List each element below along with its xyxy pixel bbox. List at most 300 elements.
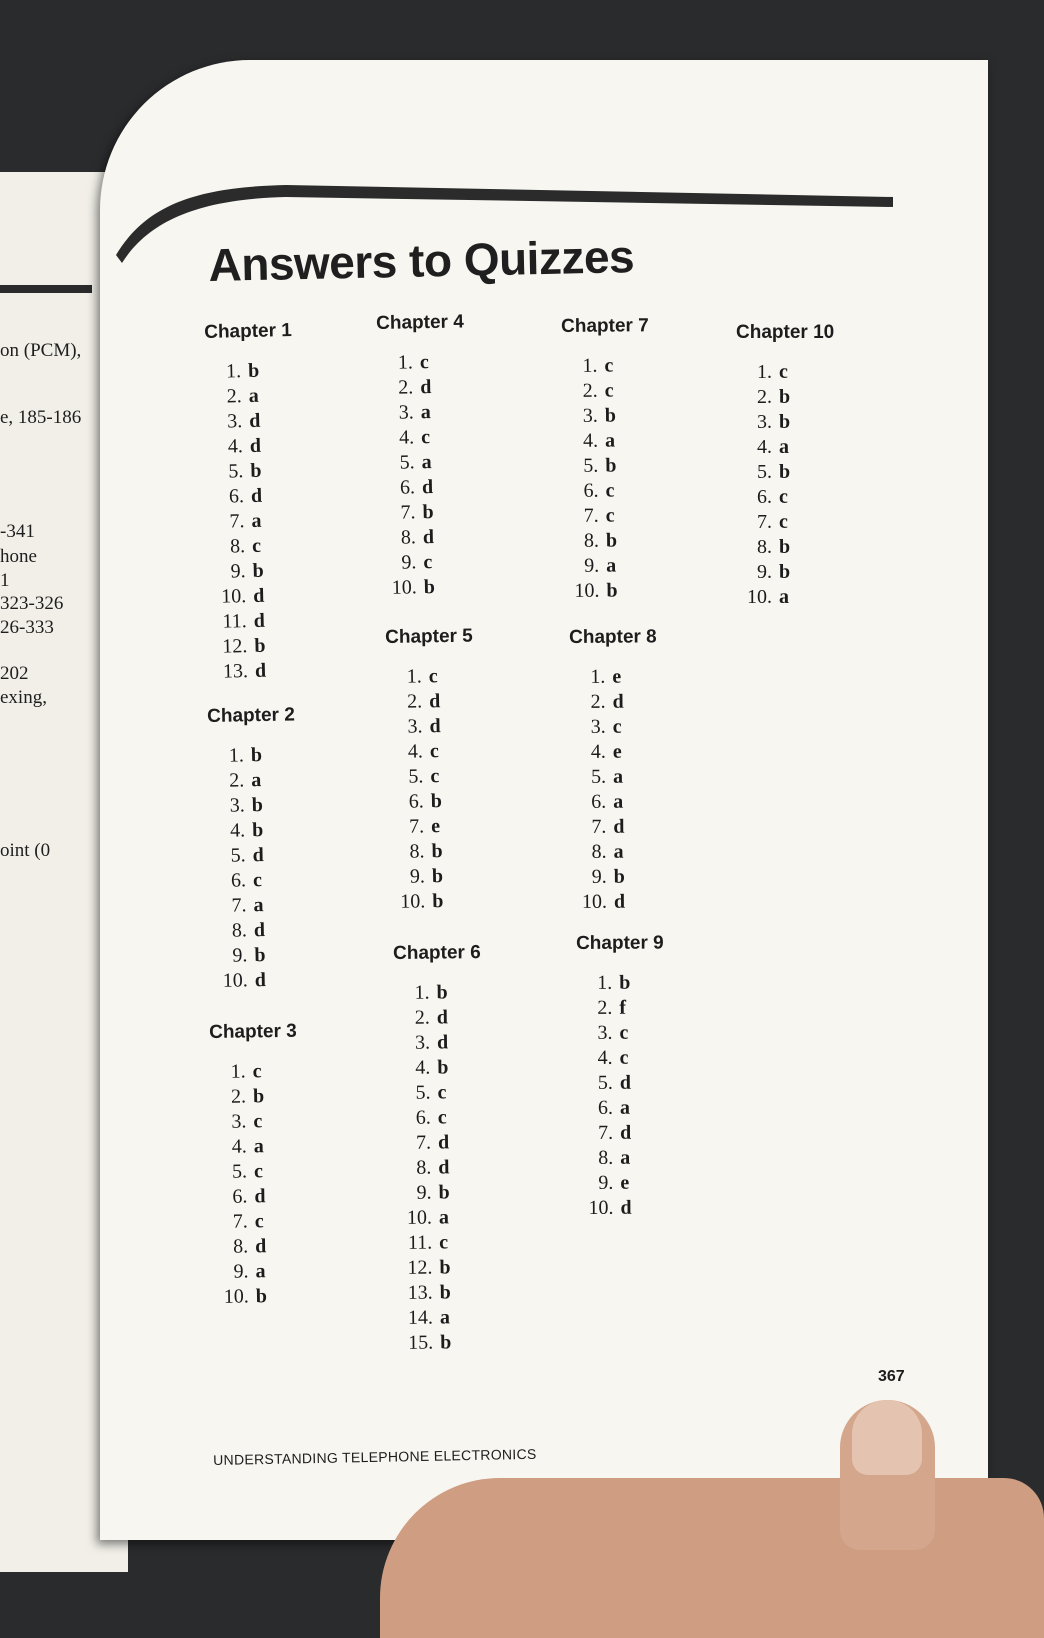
answer-item [740, 385, 834, 410]
answer-item [400, 1230, 484, 1256]
answer-letter: d [436, 1006, 449, 1029]
answer-letter: c [779, 361, 788, 383]
answer-item [574, 764, 658, 790]
answer-number: 1. [406, 665, 422, 688]
chapter-heading: Chapter 10 [736, 322, 835, 343]
answer-letter: d [249, 434, 262, 457]
answer-number: 4. [415, 1056, 431, 1079]
answer-letter: b [779, 561, 791, 583]
answer-letter: d [619, 1071, 631, 1094]
answer-number: 3. [229, 794, 245, 817]
answer-item [215, 917, 299, 943]
answer-letter: b [247, 359, 260, 383]
answer-item [214, 1109, 298, 1135]
answer-number: 6. [232, 1185, 248, 1208]
answer-item [384, 549, 468, 575]
answer-letter: f [619, 996, 627, 1019]
answer-list [208, 742, 300, 993]
answer-item [566, 478, 650, 504]
answer-letter: a [251, 769, 262, 792]
answer-letter: b [250, 459, 262, 482]
answer-number: 5. [583, 454, 599, 477]
answer-item [567, 578, 651, 604]
answer-letter: d [613, 890, 626, 913]
answer-number: 5. [757, 461, 772, 483]
answer-number: 7. [232, 1210, 248, 1233]
answer-item [740, 535, 834, 560]
answer-number: 1. [230, 1060, 246, 1083]
answer-item [209, 383, 293, 410]
answer-number: 3. [757, 411, 772, 433]
answer-number: 6. [230, 869, 247, 892]
answer-letter: d [253, 919, 266, 942]
answer-letter: a [439, 1306, 451, 1329]
answer-letter: b [438, 1181, 450, 1204]
answer-letter: a [421, 451, 432, 474]
answer-item [397, 980, 481, 1006]
answer-number: 10. [391, 576, 417, 599]
answer-item [382, 399, 466, 425]
answer-number: 5. [231, 1160, 248, 1183]
answer-item [574, 789, 658, 815]
answer-item [383, 499, 467, 525]
answer-number: 7. [408, 815, 425, 838]
answer-item [214, 892, 298, 918]
answer-letter: b [250, 744, 263, 767]
answer-number: 11. [222, 610, 248, 633]
chapter-4-answers [376, 311, 469, 600]
chapter-7-answers [561, 315, 651, 604]
answer-letter: d [619, 1121, 632, 1144]
answer-item [216, 1234, 300, 1260]
answer-item [212, 767, 296, 793]
answer-number: 1. [590, 665, 606, 688]
chapter-heading: Chapter 4 [376, 311, 464, 334]
answer-number: 4. [757, 436, 772, 458]
answer-number: 2. [407, 690, 423, 713]
answer-item [217, 1284, 301, 1310]
answer-item [740, 460, 834, 485]
chapter-6-answers [393, 942, 485, 1356]
answer-number: 6. [597, 1096, 613, 1119]
answer-letter: d [254, 659, 267, 682]
answer-letter: b [251, 819, 264, 842]
answer-number: 12. [407, 1256, 433, 1279]
answer-letter: a [779, 586, 789, 608]
left-page-line: hone [0, 546, 37, 567]
answer-number: 3. [597, 1021, 613, 1044]
answer-item [216, 1209, 300, 1235]
answer-letter: b [779, 386, 791, 408]
answer-number: 3. [414, 1031, 431, 1054]
answer-item [212, 483, 296, 510]
answer-number: 4. [398, 426, 415, 449]
answer-item [573, 689, 657, 715]
answer-letter: a [438, 1206, 449, 1229]
answer-letter: d [429, 715, 441, 738]
answer-number: 2. [229, 769, 245, 792]
answer-letter: b [431, 840, 443, 863]
answer-number: 8. [400, 526, 417, 549]
answer-item [214, 1059, 298, 1085]
answer-number: 4. [227, 435, 244, 458]
answer-letter: b [606, 579, 618, 602]
answer-number: 5. [399, 451, 415, 474]
answer-list [561, 353, 651, 604]
answer-item [401, 1305, 485, 1331]
answer-number: 9. [409, 865, 426, 888]
left-page-line: 323-326 [0, 593, 64, 614]
answer-number: 14. [407, 1306, 434, 1329]
answer-item [575, 864, 659, 890]
answer-letter: b [439, 1256, 451, 1279]
answer-letter: c [252, 869, 263, 892]
answer-number: 5. [415, 1081, 431, 1104]
answer-list [205, 358, 300, 685]
answer-letter: c [604, 354, 614, 377]
chapter-heading: Chapter 6 [393, 942, 481, 964]
answer-number: 9. [591, 865, 607, 888]
answer-number: 5. [408, 765, 424, 788]
answer-number: 6. [591, 790, 607, 813]
answer-number: 9. [757, 561, 772, 583]
answer-letter: d [438, 1156, 450, 1179]
answer-item [581, 1146, 665, 1171]
answer-item [211, 458, 295, 485]
answer-item [398, 1055, 482, 1081]
answer-letter: c [430, 765, 440, 788]
answer-letter: c [420, 426, 431, 449]
answer-list [377, 349, 469, 600]
answer-letter: a [620, 1146, 631, 1169]
answer-item [213, 558, 297, 585]
answer-letter: e [612, 665, 622, 688]
answer-item [215, 633, 299, 660]
answer-number: 10. [747, 586, 772, 608]
answer-item [401, 1330, 485, 1356]
answer-number: 8. [598, 1146, 614, 1169]
answer-item [209, 358, 293, 385]
answer-item [400, 1205, 484, 1231]
answer-number: 3. [590, 715, 606, 738]
answer-item [211, 433, 295, 460]
page-title: Answers to Quizzes [208, 230, 635, 291]
answer-number: 10. [222, 969, 248, 992]
answer-letter: b [252, 1085, 265, 1108]
answer-number: 2. [414, 1006, 430, 1029]
chapter-3-answers [209, 1021, 301, 1310]
answer-letter: d [252, 844, 264, 867]
chapter-heading: Chapter 5 [385, 625, 473, 648]
answer-number: 1. [582, 354, 598, 377]
answer-letter: c [253, 1160, 264, 1183]
answer-number: 7. [597, 1121, 614, 1144]
answer-letter: b [432, 890, 444, 913]
chapter-1-answers [204, 320, 300, 685]
answer-item [215, 1184, 299, 1210]
left-page-line: -341 [0, 521, 35, 542]
answer-number: 8. [757, 536, 772, 558]
answer-number: 2. [757, 386, 772, 408]
answer-letter: b [431, 865, 444, 888]
answer-letter: a [612, 765, 624, 788]
answer-letter: d [254, 1185, 266, 1208]
thumbnail [852, 1400, 922, 1475]
answer-number: 10. [223, 1285, 249, 1308]
answer-number: 3. [231, 1110, 247, 1133]
answer-list [569, 664, 658, 915]
left-page-line: on (PCM), [0, 340, 82, 361]
answer-item [212, 742, 296, 768]
answer-number: 5. [230, 844, 246, 867]
answer-item [398, 1030, 482, 1056]
answer-letter: a [253, 1135, 264, 1158]
answer-item [401, 1280, 485, 1306]
answer-item [574, 714, 658, 740]
answer-number: 4. [582, 429, 599, 452]
answer-letter: b [430, 790, 443, 813]
answer-item [566, 403, 650, 429]
answer-letter: b [440, 1331, 452, 1354]
answer-number: 2. [226, 385, 242, 408]
answer-item [566, 378, 650, 404]
answer-number: 8. [591, 840, 607, 863]
answer-number: 3. [407, 715, 423, 738]
answer-letter: b [255, 1285, 268, 1308]
answer-number: 4. [597, 1046, 613, 1069]
answer-item [566, 453, 650, 479]
answer-number: 13. [407, 1281, 433, 1304]
answer-letter: b [437, 1056, 449, 1079]
answer-item [740, 485, 834, 510]
answer-number: 6. [415, 1106, 431, 1129]
answer-letter: b [439, 1281, 451, 1304]
answer-item [391, 764, 475, 790]
answer-letter: b [779, 411, 791, 433]
answer-letter: c [254, 1210, 264, 1233]
answer-number: 2. [582, 379, 598, 402]
answer-item [382, 424, 466, 450]
answer-letter: c [253, 1110, 263, 1133]
answer-item [574, 739, 658, 765]
answer-number: 8. [229, 535, 246, 558]
answer-item [215, 1134, 299, 1160]
answer-number: 4. [231, 1135, 247, 1158]
answer-item [212, 508, 296, 535]
answer-number: 9. [232, 944, 248, 967]
answer-letter: a [613, 790, 624, 813]
answer-letter: c [619, 1046, 629, 1069]
answer-number: 7. [757, 511, 772, 533]
answer-letter: d [420, 376, 432, 399]
answer-letter: c [604, 379, 614, 402]
left-page-line: exing, [0, 687, 47, 708]
answer-list [210, 1059, 301, 1310]
answer-number: 5. [590, 765, 607, 788]
answer-item [399, 1130, 483, 1156]
answer-letter: c [419, 351, 429, 374]
answer-number: 4. [590, 740, 606, 763]
answer-item [581, 1196, 665, 1221]
answer-letter: a [251, 509, 262, 532]
answer-number: 10. [588, 1196, 614, 1219]
answer-number: 2. [597, 996, 613, 1019]
answer-item [581, 1071, 665, 1096]
answer-item [398, 1005, 482, 1031]
answer-letter: a [255, 1260, 266, 1283]
answer-letter: e [430, 815, 441, 838]
answer-letter: a [248, 384, 259, 408]
holding-hand [380, 1478, 1044, 1638]
answer-number: 6. [228, 485, 245, 508]
answer-letter: d [249, 409, 261, 432]
answer-number: 6. [583, 479, 599, 502]
page-number: 367 [878, 1368, 905, 1385]
answer-letter: e [620, 1171, 630, 1194]
answer-number: 10. [581, 890, 607, 913]
answer-number: 8. [232, 1235, 249, 1258]
answer-item [580, 971, 664, 996]
answer-number: 7. [591, 815, 607, 838]
answer-number: 7. [583, 504, 599, 527]
answer-letter: d [620, 1196, 632, 1219]
answer-item [392, 814, 476, 840]
answer-letter: c [605, 479, 615, 502]
answer-number: 8. [416, 1156, 432, 1179]
answer-item [400, 1255, 484, 1281]
answer-list [736, 360, 834, 610]
chapter-10-answers [736, 322, 834, 610]
answer-number: 11. [407, 1231, 433, 1254]
answer-letter: d [422, 526, 435, 549]
answer-number: 3. [398, 401, 414, 424]
answer-item [384, 524, 468, 550]
chapter-heading: Chapter 8 [569, 626, 657, 648]
answer-number: 7. [229, 510, 245, 533]
answer-number: 4. [407, 740, 424, 763]
answer-item [213, 817, 297, 843]
answer-letter: c [429, 740, 440, 763]
answer-item [382, 449, 466, 475]
answer-letter: a [604, 429, 616, 452]
answer-item [216, 658, 300, 685]
answer-letter: a [779, 436, 789, 458]
chapter-heading: Chapter 2 [207, 704, 295, 727]
answer-item [574, 839, 658, 865]
answer-number: 8. [409, 840, 425, 863]
answer-item [580, 996, 664, 1021]
answer-number: 10. [400, 890, 426, 913]
answer-letter: c [423, 551, 433, 574]
answer-item [581, 1046, 665, 1071]
answer-letter: c [251, 534, 262, 557]
answer-letter: b [779, 536, 791, 558]
answer-number: 5. [228, 460, 244, 483]
answer-item [214, 1084, 298, 1110]
answer-item [740, 560, 834, 585]
answer-list [576, 971, 665, 1221]
answer-number: 1. [225, 360, 242, 383]
chapter-heading: Chapter 3 [209, 1020, 297, 1043]
answer-item [575, 889, 659, 915]
chapter-heading: Chapter 7 [561, 315, 649, 337]
answer-letter: d [436, 1031, 449, 1054]
answer-number: 7. [231, 894, 247, 917]
answer-letter: b [422, 501, 434, 524]
answer-letter: d [250, 484, 263, 507]
answer-letter: b [779, 461, 791, 483]
answer-letter: d [254, 969, 267, 992]
answer-number: 10. [220, 585, 247, 608]
answer-letter: c [428, 665, 438, 688]
answer-letter: b [613, 865, 625, 888]
answer-item [574, 814, 658, 840]
answer-letter: c [612, 715, 622, 738]
answer-letter: b [619, 971, 631, 994]
answer-letter: b [605, 454, 617, 477]
left-page-line: 26-333 [0, 617, 54, 638]
chapter-heading: Chapter 9 [576, 932, 664, 954]
answer-number: 2. [398, 376, 414, 399]
answer-letter: d [253, 609, 266, 632]
answer-item [215, 1159, 299, 1185]
answer-number: 1. [397, 351, 414, 374]
answer-item [740, 410, 834, 435]
answer-letter: c [437, 1081, 447, 1104]
left-page-rule [0, 285, 92, 293]
chapter-5-answers [385, 626, 477, 915]
answer-letter: a [613, 840, 624, 863]
answer-letter: c [619, 1021, 629, 1044]
answer-number: 7. [400, 501, 416, 524]
left-page-line: e, 185-186 [0, 407, 82, 428]
answer-item [567, 503, 651, 529]
answer-list [386, 664, 478, 915]
answer-item [392, 789, 476, 815]
answer-item [740, 435, 834, 460]
answer-item [566, 428, 650, 454]
answer-item [213, 533, 297, 560]
answer-item [391, 739, 475, 765]
answer-letter: c [439, 1231, 449, 1254]
answer-number: 8. [583, 529, 600, 552]
answer-item [213, 842, 297, 868]
answer-number: 6. [408, 790, 424, 813]
answer-item [381, 349, 465, 375]
answer-item [393, 889, 477, 915]
answer-number: 9. [401, 551, 417, 574]
answer-number: 3. [582, 404, 598, 427]
answer-item [216, 1259, 300, 1285]
answer-number: 6. [757, 486, 772, 508]
answer-item [210, 408, 294, 435]
chapter-2-answers [207, 704, 300, 993]
answer-letter: a [253, 894, 264, 917]
answer-letter: b [252, 559, 265, 582]
answer-item [580, 1021, 664, 1046]
answer-number: 2. [230, 1085, 247, 1108]
answer-letter: b [605, 529, 618, 552]
answer-item [565, 353, 649, 379]
answer-letter: c [605, 504, 615, 527]
answer-item [390, 664, 474, 690]
answer-item [215, 608, 299, 635]
answer-number: 10. [574, 579, 600, 602]
answer-item [392, 839, 476, 865]
answer-number: 15. [408, 1331, 434, 1354]
answer-letter: b [251, 794, 264, 817]
answer-letter: b [604, 404, 617, 427]
